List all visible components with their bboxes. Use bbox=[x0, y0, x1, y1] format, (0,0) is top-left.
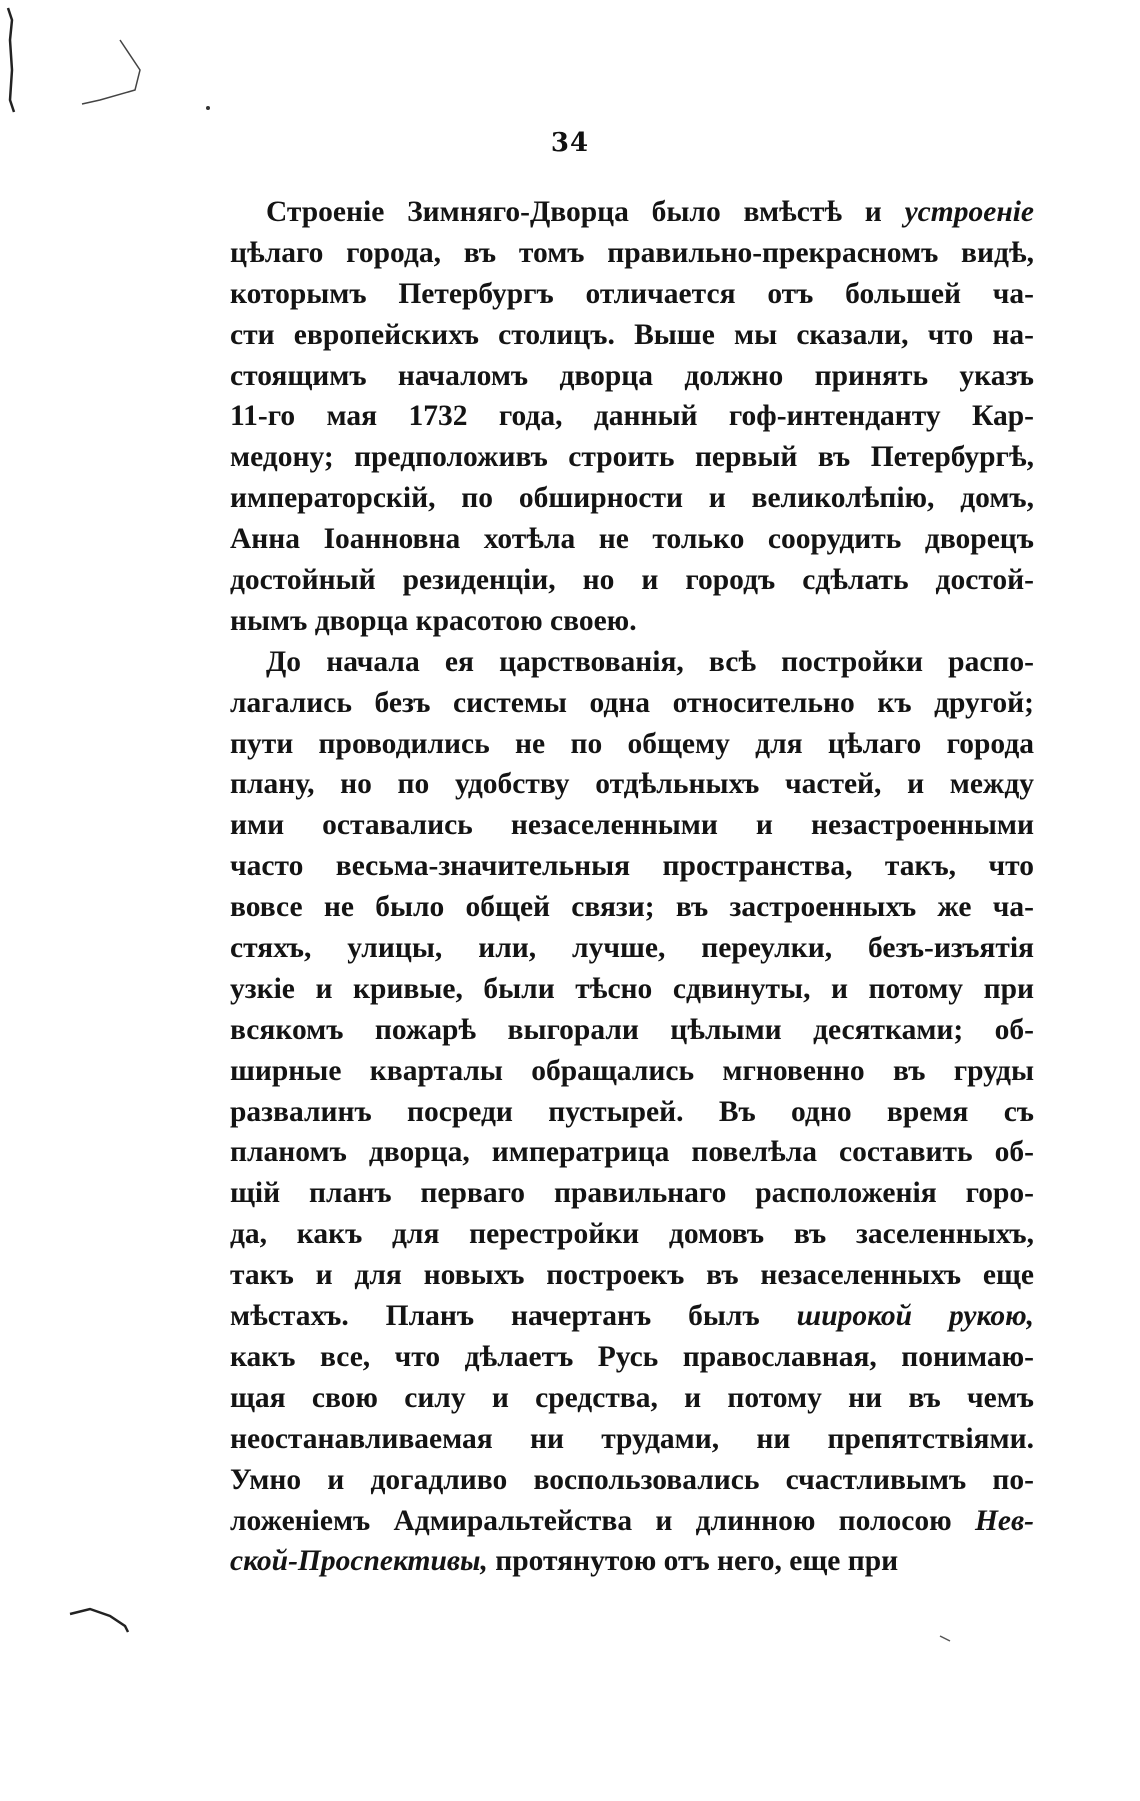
italic-text: широкой рукою, bbox=[796, 1300, 1034, 1333]
text-line bbox=[230, 1419, 1034, 1460]
margin-scratch-mark bbox=[82, 40, 140, 104]
text-line bbox=[230, 315, 1034, 356]
text-line bbox=[230, 233, 1034, 274]
text-run: развалинъ посреди пустырей. Въ одно время съ bbox=[230, 1095, 1034, 1128]
text-run: которымъ Петербургъ отличается отъ большей ча- bbox=[230, 277, 1034, 310]
text-run: да, какъ для перестройки домовъ въ заселенныхъ, bbox=[230, 1218, 1034, 1251]
text-line bbox=[230, 764, 1034, 805]
text-line bbox=[230, 1296, 1034, 1337]
text-run: стоящимъ началомъ дворца должно принять указъ bbox=[230, 359, 1034, 392]
text-run: лагались безъ системы одна относительно къ другой; bbox=[230, 686, 1034, 719]
text-line bbox=[230, 846, 1034, 887]
margin-tick-mark bbox=[940, 1636, 950, 1641]
text-run: медону; предположивъ строить первый въ Петербургѣ, bbox=[230, 441, 1034, 474]
margin-pencil-stroke bbox=[8, 8, 14, 112]
text-line bbox=[230, 805, 1034, 846]
text-line bbox=[230, 192, 1034, 233]
text-line bbox=[230, 724, 1034, 765]
text-line bbox=[230, 356, 1034, 397]
text-run: ширные кварталы обращались мгновенно въ груды bbox=[230, 1054, 1034, 1087]
italic-text: ской-Проспективы, bbox=[230, 1545, 488, 1578]
italic-text: устроеніе bbox=[904, 196, 1034, 228]
text-line bbox=[230, 1132, 1034, 1173]
text-line bbox=[230, 683, 1034, 724]
text-run: часто весьма-значительныя пространства, такъ, что bbox=[230, 850, 1034, 883]
text-line bbox=[230, 887, 1034, 928]
text-line bbox=[230, 560, 1034, 601]
paragraph bbox=[230, 192, 1034, 642]
text-line bbox=[230, 1460, 1034, 1501]
margin-dot bbox=[206, 106, 210, 110]
text-run: вовсе не было общей связи; въ застроенныхъ же ча- bbox=[230, 891, 1034, 924]
text-run: щій планъ перваго правильнаго расположенія горо- bbox=[230, 1177, 1034, 1210]
text-line bbox=[230, 642, 1034, 683]
text-run: всякомъ пожарѣ выгорали цѣлыми десятками; об- bbox=[230, 1013, 1034, 1046]
text-line bbox=[230, 1173, 1034, 1214]
text-line bbox=[230, 1541, 1034, 1582]
text-run: какъ все, что дѣлаетъ Русь православная, понимаю- bbox=[230, 1340, 1034, 1373]
text-run: пути проводились не по общему для цѣлаго города bbox=[230, 727, 1034, 760]
text-line bbox=[230, 1337, 1034, 1378]
text-run: достойный резиденціи, но и городъ сдѣлать достой- bbox=[230, 564, 1034, 597]
text-line bbox=[230, 601, 1034, 642]
text-run: Строеніе Зимняго-Дворца было вмѣстѣ и bbox=[266, 196, 905, 228]
text-run: До начала ея царствованія, всѣ постройки распо- bbox=[266, 645, 1034, 678]
text-run: плану, но по удобству отдѣльныхъ частей, и между bbox=[230, 768, 1034, 801]
text-run: 11-го мая 1732 года, данный гоф-интенданту Кар- bbox=[230, 400, 1034, 433]
text-run: неостанавливаемая ни трудами, ни препятствіями. bbox=[230, 1422, 1034, 1455]
text-run: Умно и догадливо воспользовались счастливымъ по- bbox=[230, 1463, 1034, 1496]
text-line bbox=[230, 1255, 1034, 1296]
text-line bbox=[230, 274, 1034, 315]
text-line bbox=[230, 928, 1034, 969]
text-line bbox=[230, 396, 1034, 437]
text-run: мѣстахъ. Планъ начертанъ былъ bbox=[230, 1300, 797, 1333]
text-line bbox=[230, 1051, 1034, 1092]
body-text bbox=[230, 192, 1034, 1582]
text-line bbox=[230, 969, 1034, 1010]
text-line bbox=[230, 1010, 1034, 1051]
text-run: ложеніемъ Адмиральтейства и длинною полосою bbox=[230, 1504, 975, 1537]
text-line bbox=[230, 1092, 1034, 1133]
text-line bbox=[230, 1378, 1034, 1419]
text-run: планомъ дворца, императрица повелѣла составить об- bbox=[230, 1136, 1034, 1169]
text-line bbox=[230, 437, 1034, 478]
paragraph bbox=[230, 642, 1034, 1582]
text-run: узкіе и кривые, были тѣсно сдвинуты, и потому при bbox=[230, 972, 1034, 1005]
text-line bbox=[230, 478, 1034, 519]
text-run: нымъ дворца красотою своею. bbox=[230, 604, 637, 637]
text-line bbox=[230, 1214, 1034, 1255]
text-run: ими оставались незаселенными и незастроенными bbox=[230, 809, 1034, 842]
text-run: такъ и для новыхъ построекъ въ незаселенныхъ еще bbox=[230, 1259, 1034, 1292]
margin-smudge-mark bbox=[70, 1609, 128, 1632]
text-run: щая свою силу и средства, и потому ни въ чемъ bbox=[230, 1381, 1034, 1414]
text-run: сти европейскихъ столицъ. Выше мы сказали, что на- bbox=[230, 318, 1034, 351]
text-run: протянутою отъ него, еще при bbox=[487, 1545, 899, 1578]
page-number: 34 bbox=[550, 128, 590, 158]
text-run: императорскій, по обширности и великолѣпію, домъ, bbox=[230, 482, 1034, 515]
text-run: Анна Іоанновна хотѣла не только соорудить дворецъ bbox=[230, 523, 1034, 556]
italic-text: Нев- bbox=[974, 1504, 1034, 1537]
text-line bbox=[230, 1501, 1034, 1542]
text-line bbox=[230, 519, 1034, 560]
text-run: стяхъ, улицы, или, лучше, переулки, безъ-изъятія bbox=[230, 932, 1034, 965]
text-run: цѣлаго города, въ томъ правильно-прекрасномъ видѣ, bbox=[230, 236, 1034, 269]
